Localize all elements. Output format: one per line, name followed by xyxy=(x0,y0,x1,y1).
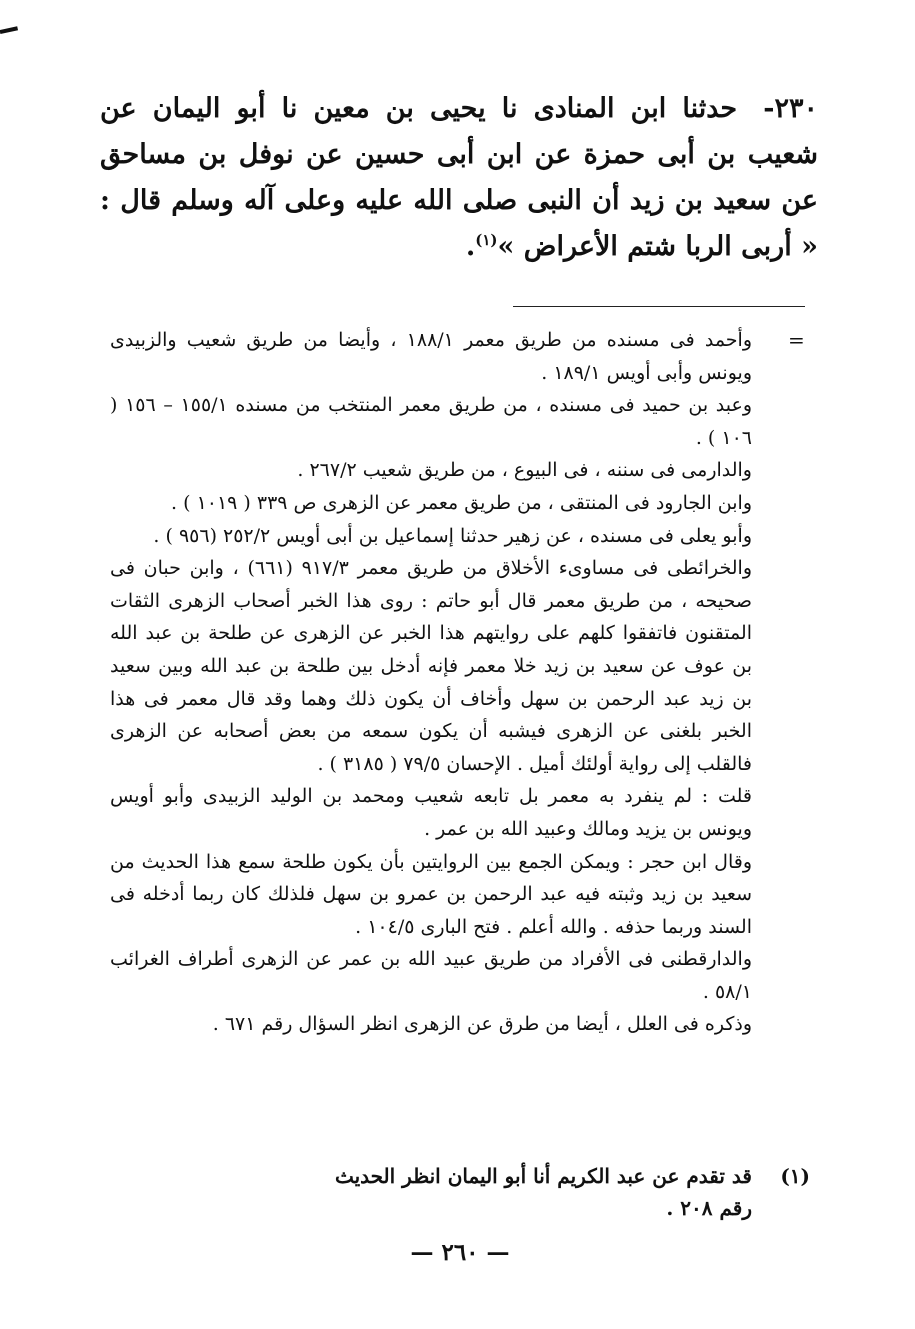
footnote-reference: (١) xyxy=(475,231,498,249)
hadith-end: . xyxy=(465,231,476,262)
continuation-mark: = xyxy=(788,328,805,352)
note-paragraph: والدارمى فى سننه ، فى البيوع ، من طريق شعيب ٢٦٧/٢ . xyxy=(297,459,752,482)
hadith-230 xyxy=(100,86,818,270)
note-paragraph: وذكره فى العلل ، أيضا من طرق عن الزهرى انظر السؤال رقم ٦٧١ . xyxy=(212,1013,752,1036)
note-paragraph: قلت : لم ينفرد به معمر بل تابعه شعيب ومحمد بن الوليد الزبيدى وأبو أويس ويونس بن يزيد ومالك وعبيد الله بن عمر . xyxy=(110,785,752,840)
hadith-number: ٢٣٠- xyxy=(763,93,818,124)
note-paragraph: والدارقطنى فى الأفراد من طريق عبيد الله بن عمر عن الزهرى أطراف الغرائب ٥٨/١ . xyxy=(110,948,752,1003)
corner-mark xyxy=(0,26,18,34)
hadith-text: حدثنا ابن المنادى نا يحيى بن معين نا أبو اليمان عن شعيب بن أبى حمزة عن ابن أبى حسين عن نوفل بن مساحق عن سعيد بن زيد أن النبى صلى الله عليه وعلى آله وسلم قال : « أربى الربا شتم الأعراض » xyxy=(100,93,818,262)
note-paragraph: وقال ابن حجر : ويمكن الجمع بين الروايتين بأن يكون طلحة سمع هذا الحديث من سعيد بن زيد وثبته فيه عبد الرحمن بن عمرو بن سهل فلذلك كان ربما أدخله فى السند وربما حذفه . والله أعلم . فتح البارى ١٠٤/٥ . xyxy=(110,850,752,938)
page-number: — ٢٦٠ — xyxy=(410,1239,510,1266)
note-paragraph: والخرائطى فى مساوىء الأخلاق من طريق معمر ٩١٧/٣ (٦٦١) ، وابن حبان فى صحيحه ، من طريق معمر قال أبو حاتم : روى هذا الخبر أصحاب الزهرى الثقات المتقنون فاتفقوا كلهم على روايتهم هذا الخبر عن الزهرى عن طلحة بن عبد الله بن عوف عن سعيد بن زيد خلا معمر فإنه أدخل بين طلحة بن عبد الله وبين سعيد بن زيد عبد الرحمن بن سهل وأخاف أن يكون ذلك وهما وقد قال معمر فى هذا الخبر بلغنى عن الزهرى فيشبه أن يكون سمعه من بعض أصحابه عن الزهرى فالقلب إلى رواية أولئك أميل . الإحسان ٧٩/٥ ( ٣١٨٥ ) . xyxy=(110,557,752,775)
note-paragraph: وأحمد فى مسنده من طريق معمر ١٨٨/١ ، وأيضا من طريق شعيب والزبيدى ويونس وأبى أويس ١٨٩/١ . xyxy=(110,329,753,384)
note-paragraph: وابن الجارود فى المنتقى ، من طريق معمر عن الزهرى ص ٣٣٩ ( ١٠١٩ ) . xyxy=(171,491,752,514)
note-paragraph: وأبو يعلى فى مسنده ، عن زهير حدثنا إسماعيل بن أبى أويس ٢٥٢/٢ (٩٥٦ ) . xyxy=(153,524,752,547)
footnote-text: قد تقدم عن عبد الكريم أنا أبو اليمان انظر الحديث رقم ٢٠٨ . xyxy=(334,1164,752,1220)
note-paragraph: وعبد بن حميد فى مسنده ، من طريق معمر المنتخب من مسنده ١٥٥/١ – ١٥٦ ( ١٠٦ ) . xyxy=(110,394,752,449)
footnote-separator xyxy=(513,306,805,307)
notes-block xyxy=(110,324,752,1041)
footnote-marker: (١) xyxy=(780,1164,810,1188)
